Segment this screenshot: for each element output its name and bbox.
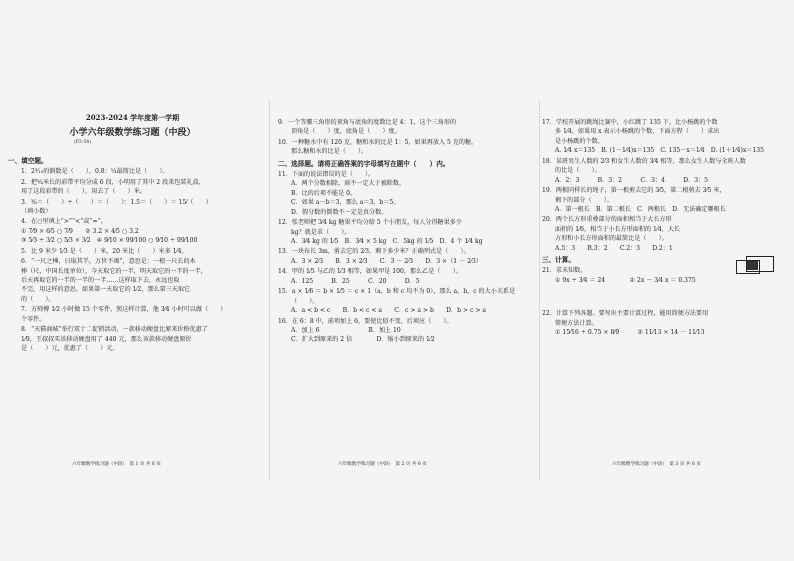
page-divider [539, 100, 540, 480]
section-title-fill-blank: 一、填空题。 [8, 157, 48, 165]
question-18: 18．某班男生人数的 2⁄3 和女生人数的 3⁄4 相等，那么女生人数与全班人数 的比是（ ）。 A．2：3 B．3：2 C．3：4 D．3：5 [542, 157, 746, 184]
question-5: 5．比 9 米少 1⁄3 是（ ）米，20 米比（ ）米多 1⁄4。 [21, 247, 188, 255]
page-footer: 六年级数学练习题（中段） 第 2 页 共 6 页 [338, 462, 427, 467]
question-13: 13．一块布长 3m，剪去它的 2⁄3，剩下多少米？正确列式是（ ）。 A．3 × 2⁄3 B．3 × 2⁄3 C．3 － 2⁄3 D．3 ×（1 － 2⁄3） [278, 248, 482, 265]
question-17: 17．学校开展的跳绳比赛中，小红跳了 135 下，比小杨跳的个数 多 1⁄4，如果用 x 表示小杨跳的个数，下面方程（ ）求出 是小杨跳的个数。 A. 1⁄4 x＝135 B. (1－1⁄4)x＝135 C. 135－x＝1⁄4 D. (1＋1⁄4)x＝135 [542, 119, 764, 155]
question-1: 1．2³⁄₁₀的倒数是（ ），0.8：¼最简比是（ ）。 [21, 168, 169, 176]
question-10: 10．一种糖水中有 120 克，糖和水的比是 1：5，如果再放入 5 克的糖， 那么糖和水的比是（ ）。 [278, 138, 478, 156]
page-2-column [278, 118, 536, 346]
page-footer: 六年级数学练习题（中段） 第 1 页 共 6 页 [72, 462, 161, 467]
overlapping-rectangles-figure [736, 256, 776, 276]
question-19: 19．两根同样长的绳子，第一根剪去它的 3⁄5，第二根剪去 3⁄5 米， 剩下的部分（ ）。 A．第一根长 B．第二根长 C．两根长 D．无法确定哪根长 [542, 187, 726, 213]
question-15: 15．a × 1⁄6 ＝ b × 1⁄5 ＝ c × 1（a，b 和 c 均不为 0），那么 a，b，c 的大小关系是 （ ）。 A．a < b < c B．b < c < a C．c > a > b D．b > c > a [278, 288, 516, 315]
question-6: 6．“一尺之棰，日取其半，万世不竭”，意思是：一根一尺长的木 棒（尺，中国长度单位），今天取它的一半，明天取它的一半的一半， 后天再取它的一半的一半的一半……这样取下去，永远也取 不完。用这样的意思，如果第一天取它的 1⁄2，那么第三天取它 的（ ）。 [21, 258, 207, 303]
question-12: 12．张老师把 3⁄4 kg 糖果平均分给 5 个小朋友，每人分得糖果多少 kg？就是求（ ）。 A．3⁄4 kg 的 1⁄5 B．3⁄4 × 5 kg C．5kg 的 1⁄5 D．4 个 1⁄4 kg [278, 219, 483, 246]
section-title-choice: 二、选择题。请将正确答案的字母填写在题中（ ）内。 [278, 159, 450, 168]
overlap-region [747, 261, 758, 270]
question-2: 2．把³⁄₄米长的彩带平均分成 6 段，小明用了其中 2 段来包装礼盒， 用了这段彩带的（ ），用去了（ ）米。 [21, 178, 205, 196]
exam-title: 小学六年级数学练习题（中段） [69, 128, 196, 138]
page-divider [269, 100, 270, 480]
question-16: 16．在 6：8 中，前项加上 6，要使比值不变，后项应（ ）。 A．加上 6 B．加上 10 C．扩大到原来的 2 倍 D．缩小到原来的 1⁄2 [278, 317, 453, 344]
question-20: 20．两个长方形重叠部分的面积相当于大长方形 面积的 1⁄6，相当于小长方形面积的 1⁄4，大长 方形和小长方形面积的最简比是（ ）。 A.5：3 B.3：2 C.2：3 D.2：1 [542, 216, 681, 252]
school-year: 2023-2024 学年度第一学期 [85, 113, 180, 122]
question-3: 3．³⁄₈＝（ ）÷（ ）＝（ ）：1.5＝（ ）＝ 15⁄（ ） （填小数） [21, 198, 212, 215]
question-22: 22．计算下列各题。要写出主要计算过程，能用简便方法要用 简便方法计算。 ① 15⁄16 ÷ 0.75 × 8⁄9 ② 11⁄13 × 14 － 11⁄13 [542, 310, 709, 337]
question-9: 9．一个等腰三角形的顶角与底角的度数比是 4：1，这个三角形的 顶角是（ ）度，底角是（ ）度。 [278, 119, 457, 136]
question-14: 14．甲的 1⁄5 与乙的 1⁄3 相等，如果甲是 100，那么乙是（ ）。 A．125 B．25 C．20 D．5 [278, 268, 462, 285]
page-3-column [542, 118, 782, 339]
question-4: 4．在○里填上“>”“<”或“=”。 ① 7⁄9 × 6⁄5 ○ 7⁄9 ② 3.2 × 4⁄5 ○ 3.2 ③ 5⁄3 ÷ 3⁄2 ○ 5⁄3 × 3⁄2 ④ 9⁄10 × 99⁄100 ○ 9⁄10 ÷ 99⁄100 [21, 218, 198, 245]
section-title-calculation: 三、计算。 [542, 256, 575, 265]
exam-header [30, 113, 235, 145]
page-footer: 六年级数学练习题（中段） 第 3 页 共 6 页 [612, 462, 701, 467]
question-11: 11．下面的说法错误的是（ ）。 A．两个分数相除，商不一定大于被除数。 B．比的后项不能是 0。 C．如果 a－b＝3，那么 a＝3，b＝5。 D．假分数的倒数不一定是真分数。 [278, 170, 406, 216]
question-7: 7．方师傅 1⁄2 小时做 15 个零件，照这样计算，他 3⁄4 小时可以做（ ） 个零件。 [21, 306, 227, 323]
question-21: 21．求未知数。 ① 9x ÷ 3⁄4 ＝ 24 ② 2x － 3⁄4 x ＝ 0.375 [542, 267, 696, 284]
page-1-column [8, 154, 266, 355]
exam-scope: (P2-54) [74, 140, 91, 145]
question-8: 8．“天猫商城”举行双十二促销活动，一款移动硬盘比原来价格优惠了 1⁄9，王叔叔买该移动硬盘用了 440 元，那么该款移动硬盘原价 是（ ）元，优惠了（ ）元。 [21, 326, 208, 353]
